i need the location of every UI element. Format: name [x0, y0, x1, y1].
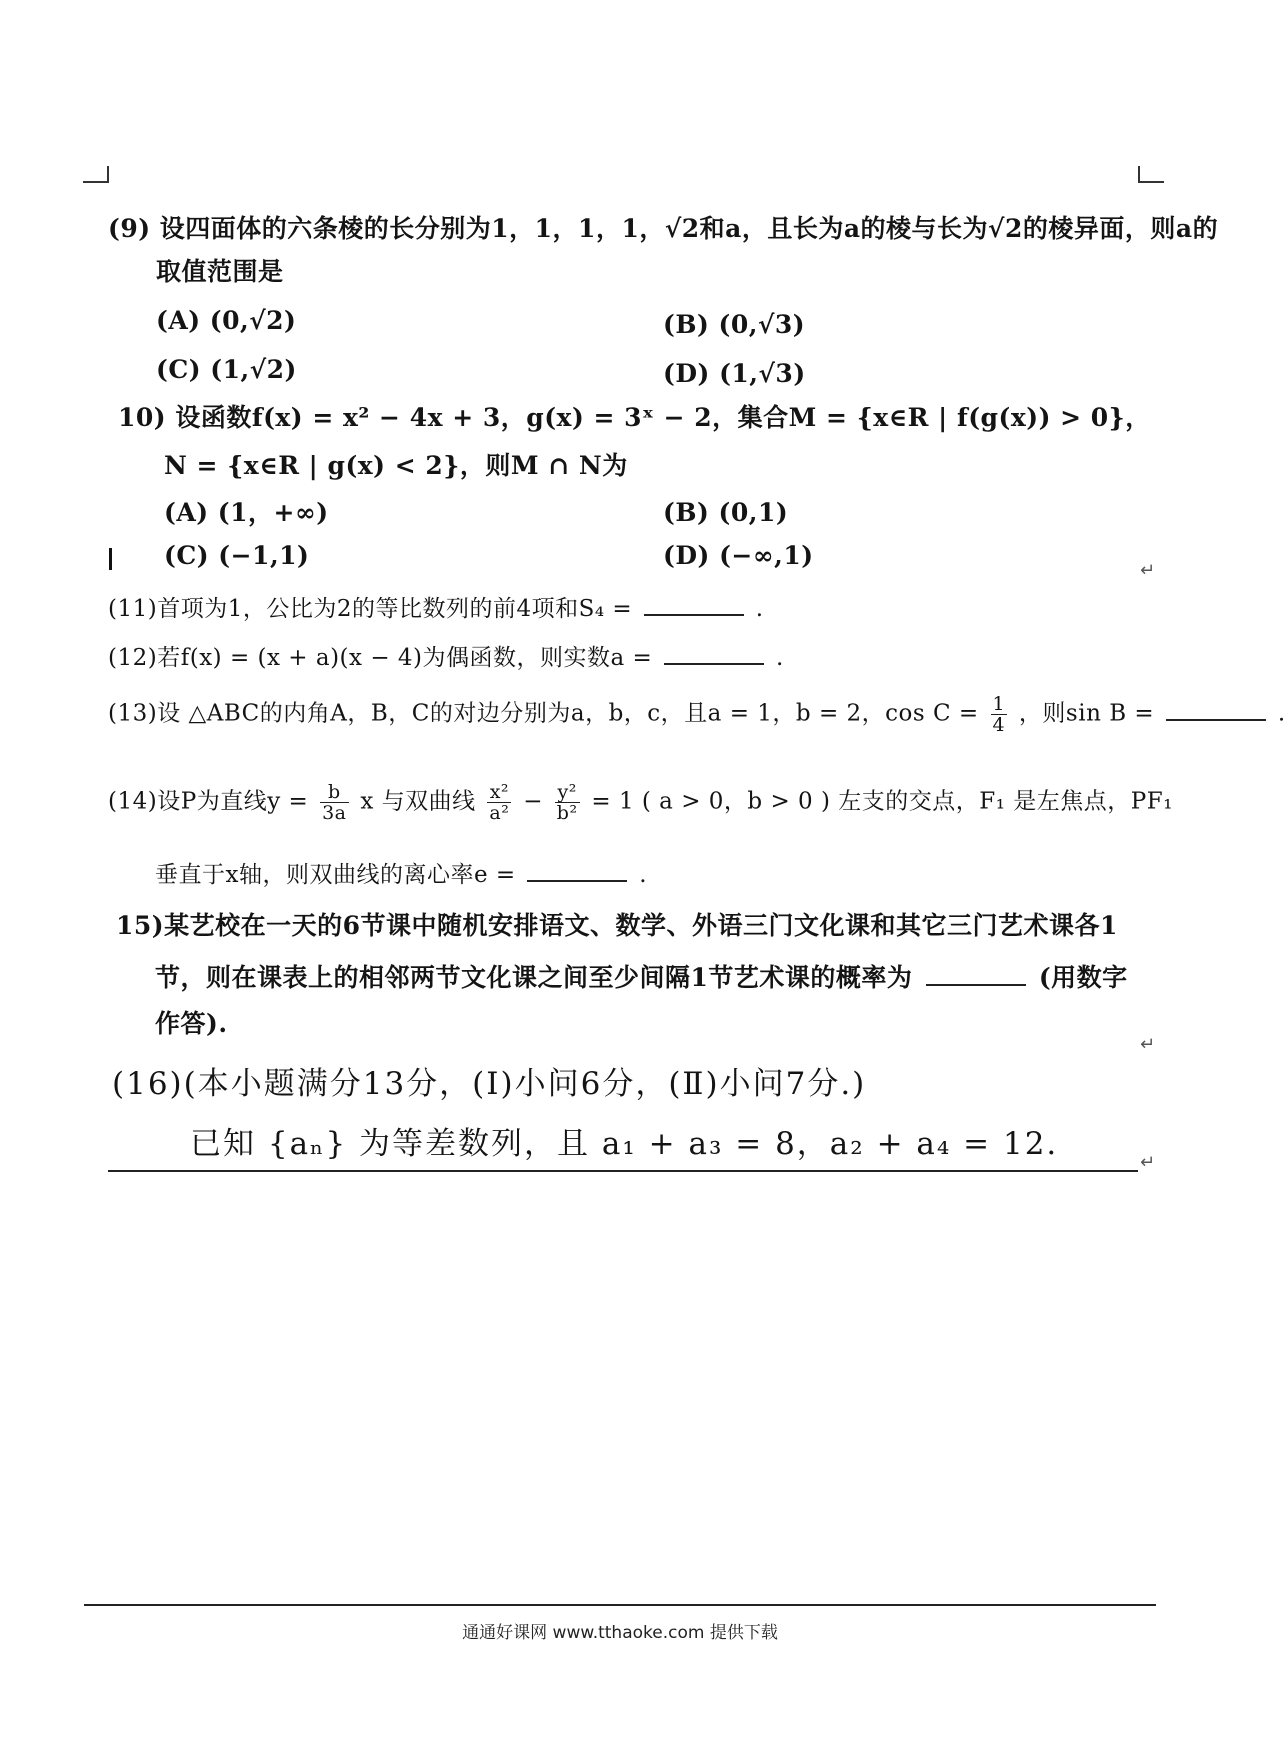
option-value: (1,√2) — [210, 355, 297, 384]
q10-line1: 10) 设函数f(x) = x² − 4x + 3，g(x) = 3ˣ − 2，集合M = {x∈R | f(g(x)) > 0}， — [118, 403, 1151, 432]
q14-frac1-num: b — [320, 782, 348, 803]
q14-minus: − — [523, 788, 543, 815]
q15-line3: 作答). — [155, 1009, 228, 1038]
q14-text-pre: (14)设P为直线y = — [108, 788, 309, 815]
crop-mark-left-v — [107, 166, 109, 182]
q13-text-mid: ，则sin B = — [1018, 700, 1155, 727]
option-value: (0,1) — [718, 498, 789, 527]
option-label: (B) — [663, 498, 710, 527]
option-label: (A) — [156, 306, 201, 335]
q14-text-mid2: = 1 ( a > 0，b > 0 ) 左支的交点，F₁ 是左焦点，PF₁ — [591, 788, 1173, 815]
q13-frac-den: 4 — [992, 714, 1006, 736]
option-label: (A) — [164, 498, 209, 527]
return-mark-icon: ↵ — [1140, 1152, 1156, 1173]
text-cursor-bar — [109, 548, 112, 570]
q9-option-b — [663, 309, 805, 341]
return-mark-icon: ↵ — [1140, 1034, 1156, 1055]
q16-header: (16)(本小题满分13分，(Ⅰ)小问6分，(Ⅱ)小问7分.) — [112, 1066, 867, 1102]
option-label: (D) — [663, 541, 710, 570]
q15-line1: 15)某艺校在一天的6节课中随机安排语文、数学、外语三门文化课和其它三门艺术课各1 — [116, 911, 1118, 940]
q16-line2: 已知 {aₙ} 为等差数列，且 a₁ + a₃ = 8，a₂ + a₄ = 12. — [190, 1126, 1059, 1162]
q9-line2: 取值范围是 — [156, 257, 284, 286]
q15-line2 — [155, 962, 1128, 994]
return-mark-icon: ↵ — [1140, 560, 1156, 581]
q12-end: . — [775, 645, 784, 671]
q11-text: (11)首项为1，公比为2的等比数列的前4项和S₄ = — [108, 596, 633, 622]
option-value: (−∞,1) — [719, 541, 814, 570]
q12-line — [108, 641, 784, 674]
q12-text: (12)若f(x) = (x + a)(x − 4)为偶函数，则实数a = — [108, 645, 653, 671]
q13-end: . — [1277, 700, 1286, 727]
q9-option-d — [663, 358, 806, 390]
q11-end: . — [755, 596, 764, 622]
option-label: (B) — [663, 310, 710, 339]
crop-mark-right-v — [1138, 166, 1140, 182]
q13-frac-num: 1 — [992, 693, 1006, 715]
option-value: (−1,1) — [218, 541, 310, 570]
crop-mark-left — [83, 181, 109, 183]
q9-option-a — [156, 305, 296, 337]
q9-line1: (9) 设四面体的六条棱的长分别为1，1，1，1，√2和a，且长为a的棱与长为√2的棱异面，则a的 — [108, 214, 1219, 243]
q14-frac3-num: y² — [555, 782, 580, 803]
footer-text: 通通好课网 www.tthaoke.com 提供下载 — [462, 1623, 778, 1643]
option-label: (C) — [156, 355, 202, 384]
q15-line2-text: 节，则在课表上的相邻两节文化课之间至少间隔1节艺术课的概率为 — [155, 963, 913, 992]
q13-text: (13)设 △ABC的内角A，B，C的对边分别为a，b，c，且a = 1，b = 2，cos C = — [108, 700, 979, 727]
q10-option-a — [164, 497, 329, 529]
q13-line — [108, 694, 1286, 735]
option-value: (0,√2) — [209, 306, 297, 335]
option-label: (D) — [663, 359, 710, 388]
q10-line2: N = {x∈R | g(x) < 2}，则M ∩ N为 — [164, 451, 628, 480]
q12-answer-blank[interactable] — [664, 641, 764, 665]
q14-line1 — [108, 782, 1173, 823]
q10-option-c — [164, 540, 309, 572]
q14-fraction-x — [487, 782, 511, 823]
q15-line2-end: (用数字 — [1038, 963, 1128, 992]
q14-frac2-den: a² — [489, 802, 510, 824]
q15-answer-blank[interactable] — [926, 962, 1026, 986]
q10-option-b — [663, 497, 788, 529]
section-divider — [108, 1170, 1138, 1172]
q11-line — [108, 592, 764, 625]
option-value: (1,√3) — [719, 359, 806, 388]
q13-fraction — [991, 694, 1008, 735]
q14-answer-blank[interactable] — [527, 858, 627, 882]
q14-frac1-den: 3a — [322, 802, 347, 824]
q11-answer-blank[interactable] — [644, 592, 744, 616]
q14-line2 — [155, 858, 647, 891]
q14-text-mid1: x 与双曲线 — [360, 788, 476, 815]
option-label: (C) — [164, 541, 210, 570]
q9-option-c — [156, 354, 297, 386]
q14-end: . — [639, 862, 648, 888]
q14-frac3-den: b² — [556, 802, 578, 824]
option-value: (1，+∞) — [217, 498, 329, 527]
q14-fraction-y — [555, 782, 580, 823]
crop-mark-right — [1138, 181, 1164, 183]
q13-answer-blank[interactable] — [1166, 697, 1266, 721]
q14-fraction-slope — [320, 782, 348, 823]
q10-option-d — [663, 540, 814, 572]
q14-line2-text: 垂直于x轴，则双曲线的离心率e = — [155, 862, 516, 888]
q14-frac2-num: x² — [487, 782, 511, 803]
option-value: (0,√3) — [718, 310, 806, 339]
footer-rule — [84, 1604, 1156, 1606]
